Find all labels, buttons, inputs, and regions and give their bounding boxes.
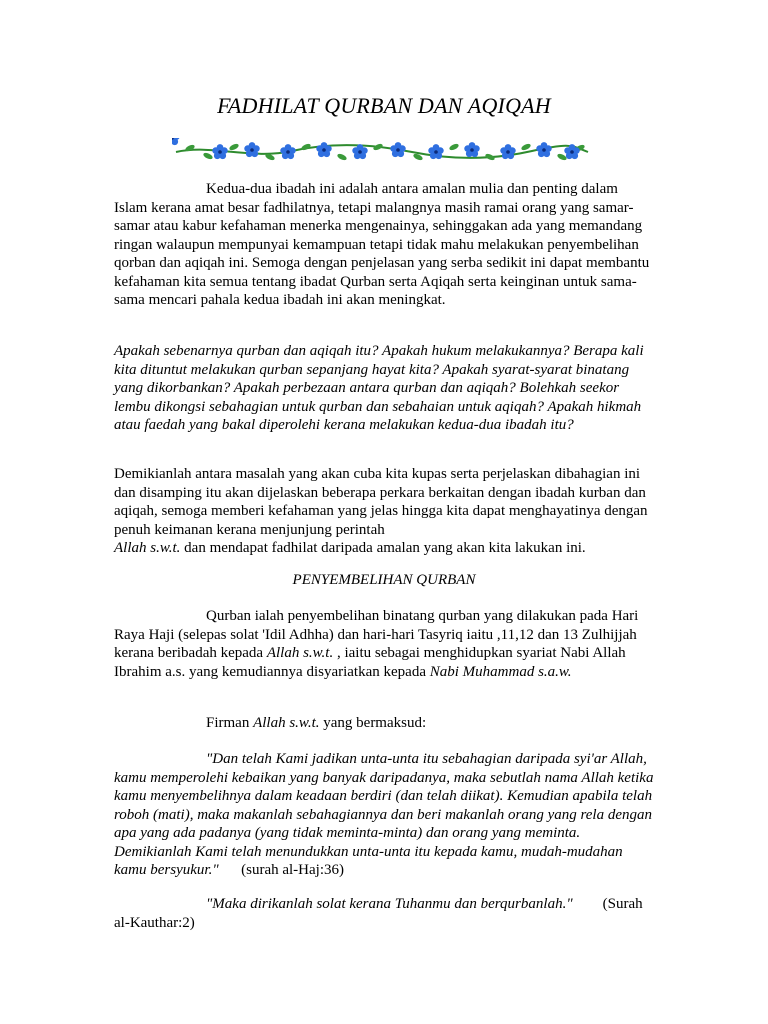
penyembelihan-heading: PENYEMBELIHAN QURBAN [292, 572, 476, 588]
quote1-source: (surah al-Haj:36) [241, 862, 345, 878]
quote2-text: "Maka dirikanlah solat kerana Tuhanmu dan berqurbanlah." [206, 896, 573, 912]
intro-paragraph [114, 180, 654, 310]
firman-post-text: yang bermaksud: [319, 715, 427, 731]
demikian-text: Demikianlah antara masalah yang akan cuba kita kupas serta perjelaskan dibahagian ini dan disamping itu akan dijelaskan beberapa perkara berkaitan dengan ibadah kurban dan aqiqah, semoga memberi kefahaman yang jelas hingga kita dapat menghayatinya dengan penuh keimanan kerana menjunjung perintah [114, 466, 648, 538]
quote1-text: "Dan telah Kami jadikan unta-unta itu sebahagian daripada syi'ar Allah, kamu memperolehi kebaikan yang banyak daripadanya, maka sebutlah nama Allah ketika kamu menyembelihnya dalam keadaan berdiri (dan telah diikat). Kemudian apabila telah roboh (mati), maka makanlah sebahagiannya dan beri makanlah orang yang rela dengan apa yang ada padanya (yang tidak meminta-minta) dan orang yang meminta. Demikianlah Kami telah menundukkan unta-unta itu kepada kamu, mudah-mudahan kamu bersyukur." [114, 751, 654, 878]
page-title: FADHILAT QURBAN DAN AQIQAH [217, 93, 551, 118]
questions-paragraph [114, 342, 654, 435]
intro-text: Kedua-dua ibadah ini adalah antara amalan mulia dan penting dalam Islam kerana amat besar fadhilatnya, tetapi malangnya masih ramai orang yang samar-samar atau kabur kefahaman menerka mengenainya, sehinggakan ada yang memandang ringan walaupun mempunyai kemampuan tetapi tidak mahu melakukan penyembelihan qorban dan aqiqah ini. Semoga dengan penjelasan yang serba sedikit ini dapat membantu kefahaman kita semua tentang ibadat Qurban serta Aqiqah serta keinginan untuk sama-sama mencari pahala kedua ibadah ini akan meningkat. [114, 181, 650, 308]
questions-text: Apakah sebenarnya qurban dan aqiqah itu? Apakah hukum melakukannya? Berapa kali kita dituntut melakukan qurban sepanjang hayat kita? Apakah syarat-syarat binatang yang dikorbankan? Apakah perbezaan antara qurban dan aqiqah? Bolehkah seekor lembu dikongsi sebahagian untuk qurban dan sebahaian untuk aqiqah? Apakah hikmah atau faedah yang bakal diperolehi kerana melakukan kedua-dua ibadah itu? [114, 343, 644, 433]
quote2-source: (Surah al-Kauthar:2) [114, 896, 643, 931]
quote2-paragraph [114, 895, 654, 932]
qurban-mid-text: , iaitu sebagai menghidupkan syariat Nabi Allah Ibrahim a.s. yang kemudiannya disyariatkan kepada [114, 645, 626, 680]
nabi-muhammad-text: Nabi Muhammad s.a.w. [429, 663, 572, 680]
allah-swt-text: Allah s.w.t. [253, 715, 320, 731]
qurban-text: Qurban ialah penyembelihan binatang qurban yang dilakukan pada Hari Raya Haji (selepas solat 'Idil Adhha) dan hari-hari Tasyriq iaitu ,11,12 dan 13 Zulhijjah kerana beribadah kepada [114, 608, 639, 661]
qurban-paragraph [114, 607, 654, 681]
allah-swt-text: Allah s.w.t. [266, 645, 334, 661]
demikian-post-text: dan mendapat fadhilat daripada amalan yang akan kita lakukan ini. [180, 540, 586, 556]
demikian-paragraph [114, 465, 654, 558]
firman-paragraph [114, 714, 654, 733]
firman-text: Firman [206, 715, 254, 731]
flower-vine-divider-icon [172, 138, 592, 164]
allah-swt-text: Allah s.w.t. [114, 540, 181, 556]
quote1-paragraph [114, 750, 654, 880]
section-heading [114, 571, 654, 590]
